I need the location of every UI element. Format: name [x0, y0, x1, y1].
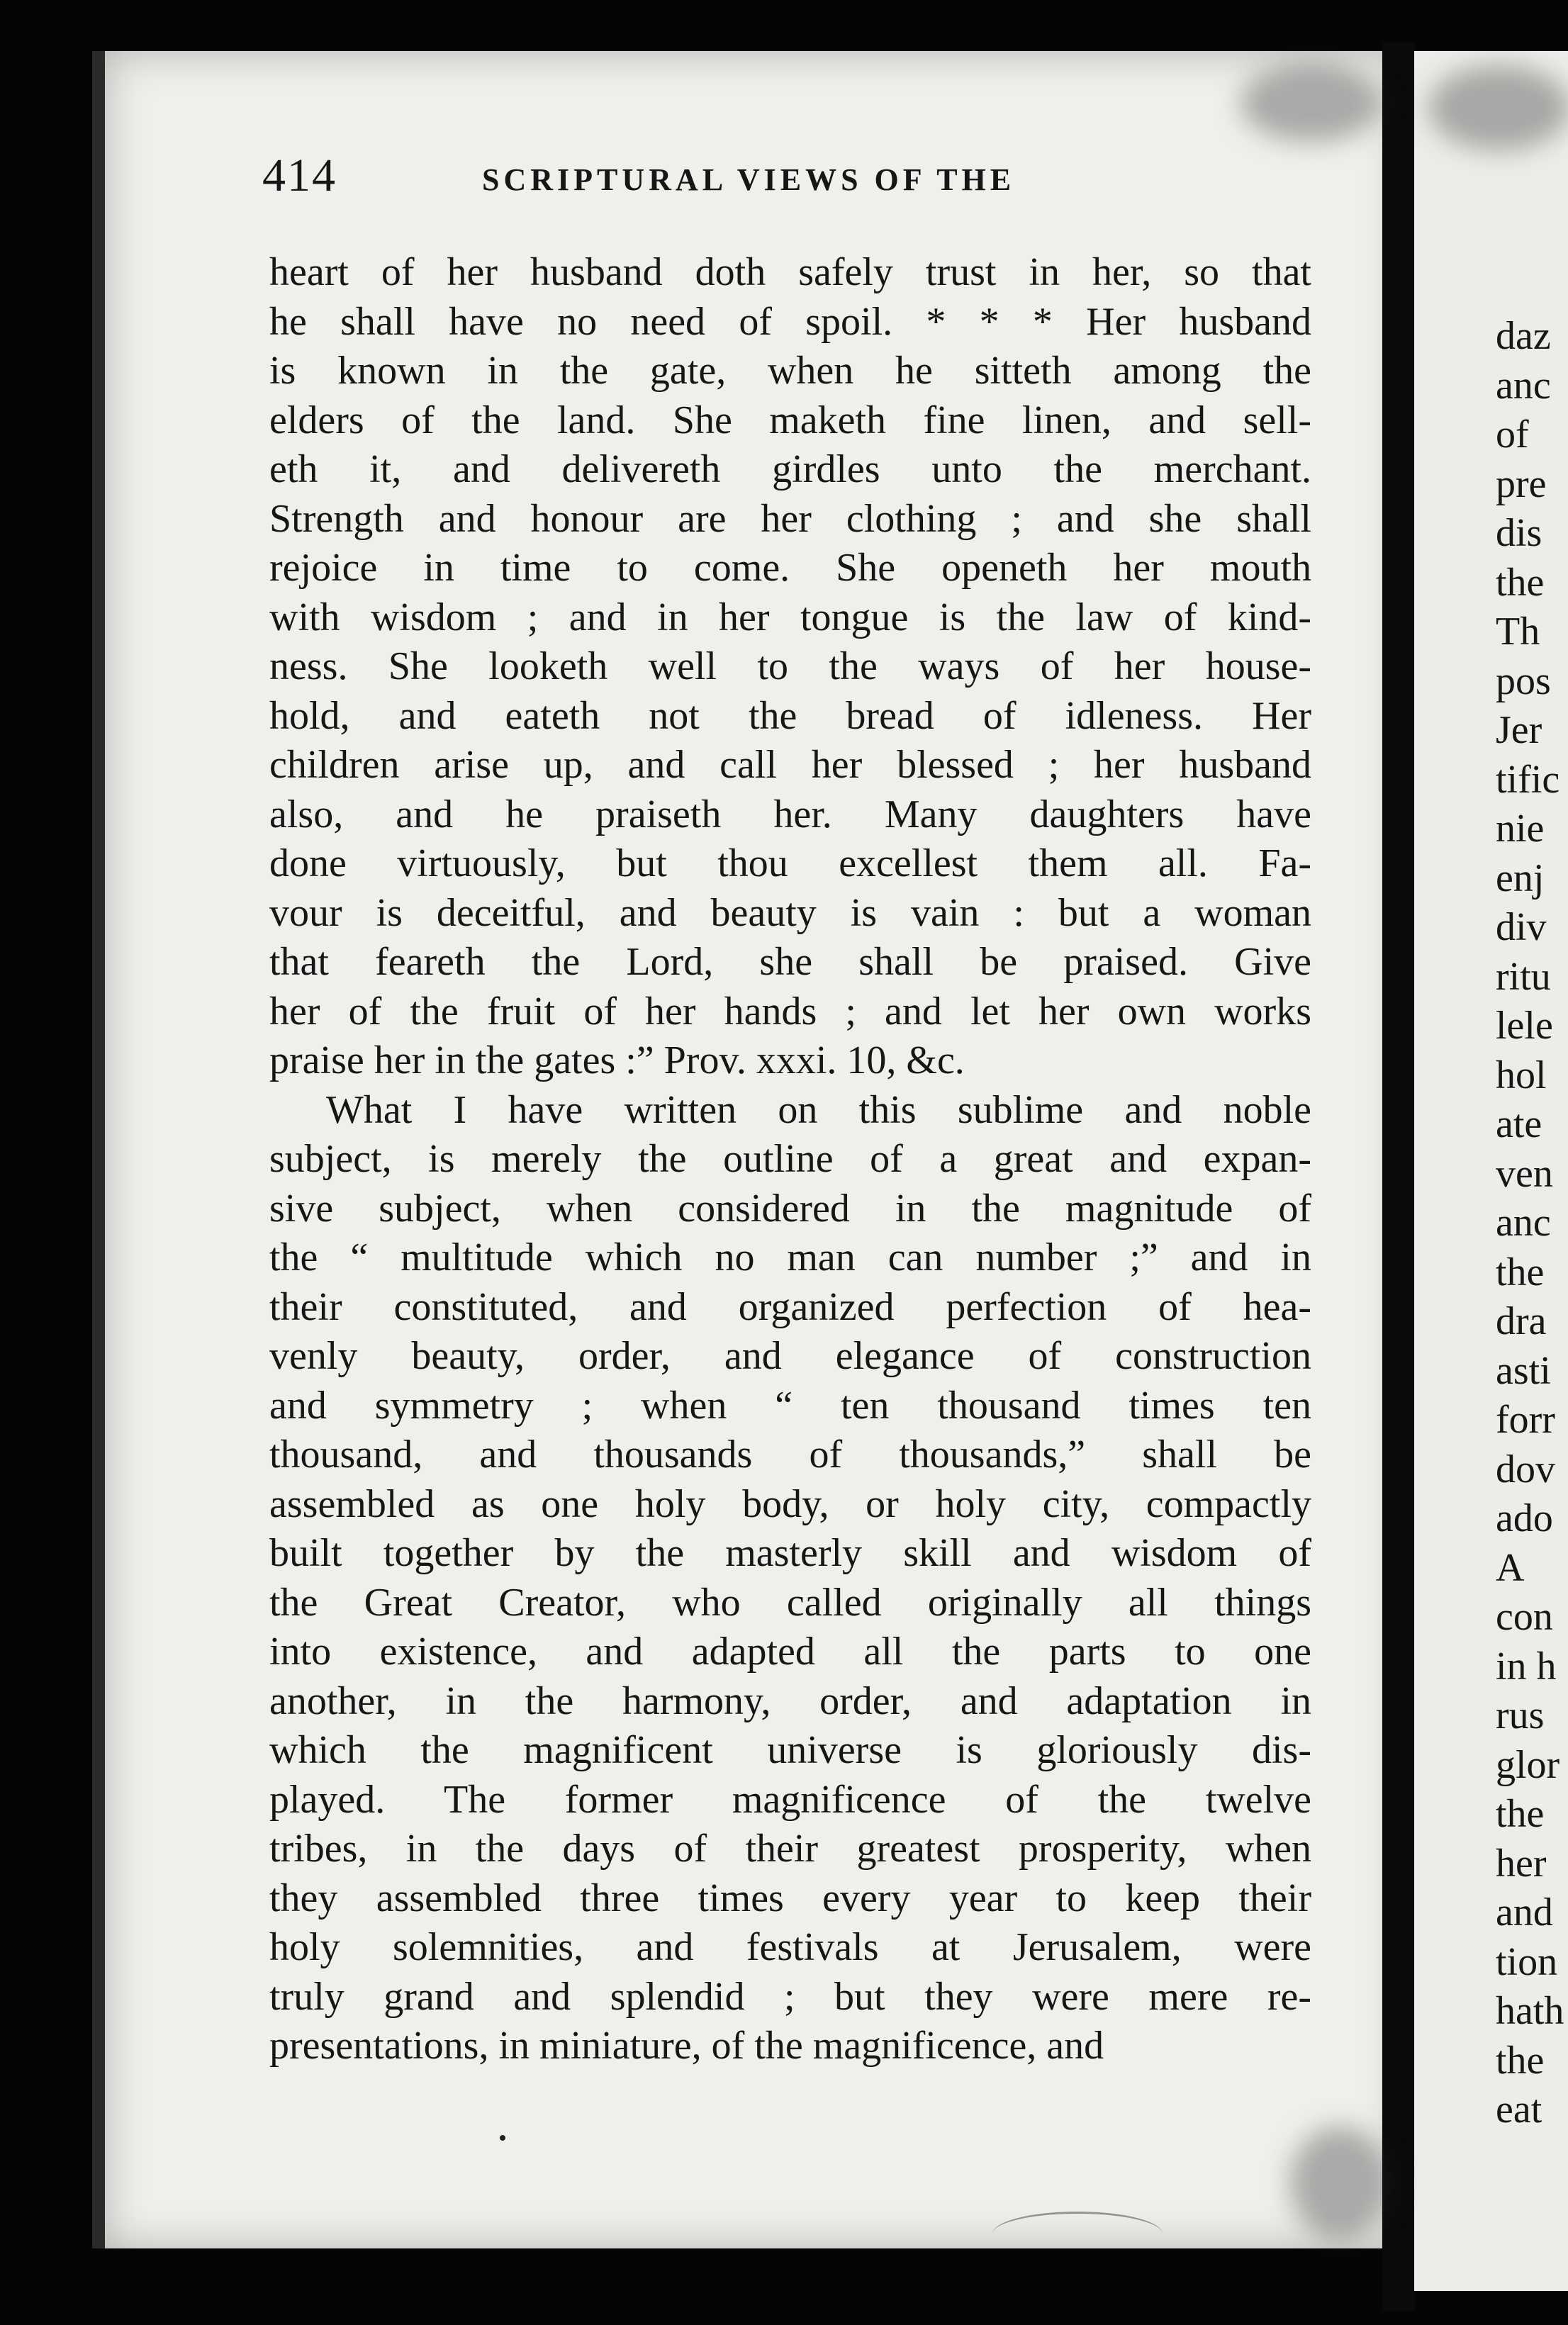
text-line: eth it, and delivereth girdles unto the merchant.	[269, 447, 1311, 491]
text-line: the Great Creator, who called originally all things	[269, 1580, 1311, 1625]
text-line: he shall have no need of spoil. * * * Her husband	[269, 299, 1311, 344]
text-line: their constituted, and organized perfection of hea-	[269, 1284, 1311, 1329]
facing-page-fragment: asti	[1496, 1348, 1551, 1393]
text-line: ness. She looketh well to the ways of her house-	[269, 644, 1311, 688]
facing-page-fragment: ritu	[1496, 954, 1551, 999]
facing-page-fragment: lele	[1496, 1004, 1553, 1048]
facing-page-fragment: dis	[1496, 511, 1542, 555]
text-line: hold, and eateth not the bread of idleness. Her	[269, 693, 1311, 738]
facing-page-fragment: anc	[1496, 363, 1551, 408]
text-line: truly grand and splendid ; but they were mere re-	[269, 1974, 1311, 2019]
text-line: thousand, and thousands of thousands,” shall be	[269, 1433, 1311, 1477]
facing-page-fragment: the	[1496, 560, 1545, 605]
facing-page-fragment: ate	[1496, 1102, 1542, 1146]
text-line: played. The former magnificence of the twelve	[269, 1777, 1311, 1822]
facing-page-fragment: her	[1496, 1841, 1547, 1886]
facing-page-text	[1496, 312, 1568, 2135]
facing-page-fragment: hath	[1496, 1989, 1564, 2033]
facing-page-fragment: and	[1496, 1890, 1553, 1934]
text-line: praise her in the gates :” Prov. xxxi. 10, &c.	[269, 1038, 965, 1082]
facing-page-fragment: the	[1496, 1792, 1545, 1836]
facing-page-fragment: Jer	[1496, 708, 1542, 752]
text-line: heart of her husband doth safely trust in her, so that	[269, 250, 1311, 294]
text-line: holy solemnities, and festivals at Jerusalem, were	[269, 1925, 1311, 1969]
facing-page-fragment: of	[1496, 413, 1529, 456]
text-line: built together by the masterly skill and wisdom of	[269, 1531, 1311, 1575]
facing-page-fragment: div	[1496, 905, 1547, 949]
facing-page-fragment: nie	[1496, 807, 1545, 851]
text-line: rejoice in time to come. She openeth her mouth	[269, 546, 1311, 590]
facing-page-fragment: the	[1496, 1250, 1545, 1294]
facing-page-fragment: dra	[1496, 1299, 1547, 1343]
facing-page-fragment: the	[1496, 2038, 1545, 2083]
text-line: which the magnificent universe is gloriously dis-	[269, 1728, 1311, 1772]
text-line: also, and he praiseth her. Many daughters have	[269, 792, 1311, 836]
ink-stain	[1290, 2127, 1389, 2240]
facing-page-fragment: ado	[1496, 1496, 1553, 1540]
facing-page-fragment: forr	[1496, 1398, 1555, 1442]
facing-page-fragment: ven	[1496, 1151, 1553, 1196]
text-line: another, in the harmony, order, and adaptation in	[269, 1679, 1311, 1723]
text-line: the “ multitude which no man can number ;” and in	[269, 1236, 1311, 1279]
facing-page-fragment: dov	[1496, 1447, 1555, 1491]
text-line: What I have written on this sublime and noble	[326, 1087, 1311, 1132]
page-header	[262, 149, 1311, 213]
text-line: tribes, in the days of their greatest prosperity, when	[269, 1827, 1311, 1871]
text-line: presentations, in miniature, of the magnificence, and	[269, 2024, 1104, 2068]
text-line: and symmetry ; when “ ten thousand times ten	[269, 1383, 1311, 1428]
facing-page-fragment: Th	[1496, 610, 1540, 654]
ink-stain	[1241, 64, 1382, 142]
text-line: children arise up, and call her blessed ; her husband	[269, 743, 1311, 787]
text-line: is known in the gate, when he sitteth among the	[269, 349, 1311, 393]
text-line: assembled as one holy body, or holy city, compactly	[269, 1481, 1311, 1526]
body-text	[269, 248, 1311, 2071]
text-line: venly beauty, order, and elegance of construction	[269, 1334, 1311, 1378]
facing-page-fragment: eat	[1496, 2088, 1542, 2131]
facing-page-fragment: in h	[1496, 1644, 1557, 1688]
text-line: her of the fruit of her hands ; and let her own works	[269, 989, 1311, 1033]
text-line: that feareth the Lord, she shall be praised. Give	[269, 940, 1311, 984]
ink-stain	[1428, 65, 1568, 150]
facing-page-fragment: pre	[1496, 461, 1547, 506]
text-line: vour is deceitful, and beauty is vain : but a woman	[269, 890, 1311, 935]
facing-page-fragment: pos	[1496, 659, 1551, 703]
text-line: done virtuously, but thou excellest them all. Fa-	[269, 841, 1311, 885]
paper-curl	[992, 2212, 1163, 2256]
print-speck	[500, 2135, 505, 2141]
facing-page-fragment: con	[1496, 1595, 1553, 1639]
facing-page-fragment: hol	[1496, 1053, 1547, 1097]
text-line: Strength and honour are her clothing ; and she shall	[269, 496, 1311, 541]
page-number: 414	[262, 150, 337, 201]
facing-page-fragment: rus	[1496, 1693, 1545, 1737]
facing-page-fragment: tific	[1496, 757, 1560, 802]
running-head: SCRIPTURAL VIEWS OF THE	[482, 162, 1016, 197]
text-line: elders of the land. She maketh fine linen, and sell-	[269, 398, 1311, 442]
facing-page-fragment: A	[1496, 1545, 1525, 1590]
text-line: into existence, and adapted all the parts to one	[269, 1630, 1311, 1674]
facing-page-fragment: tion	[1496, 1939, 1558, 1984]
facing-page-fragment: daz	[1496, 314, 1551, 358]
text-line: they assembled three times every year to keep their	[269, 1876, 1311, 1920]
text-line: sive subject, when considered in the magnitude of	[269, 1186, 1311, 1231]
book-gutter	[1382, 43, 1415, 2311]
text-line: subject, is merely the outline of a great and expan-	[269, 1137, 1311, 1181]
facing-page-fragment: glor	[1496, 1742, 1560, 1787]
facing-page-fragment: enj	[1496, 856, 1545, 900]
facing-page-fragment: anc	[1496, 1201, 1551, 1245]
text-line: with wisdom ; and in her tongue is the law of kind-	[269, 595, 1311, 639]
